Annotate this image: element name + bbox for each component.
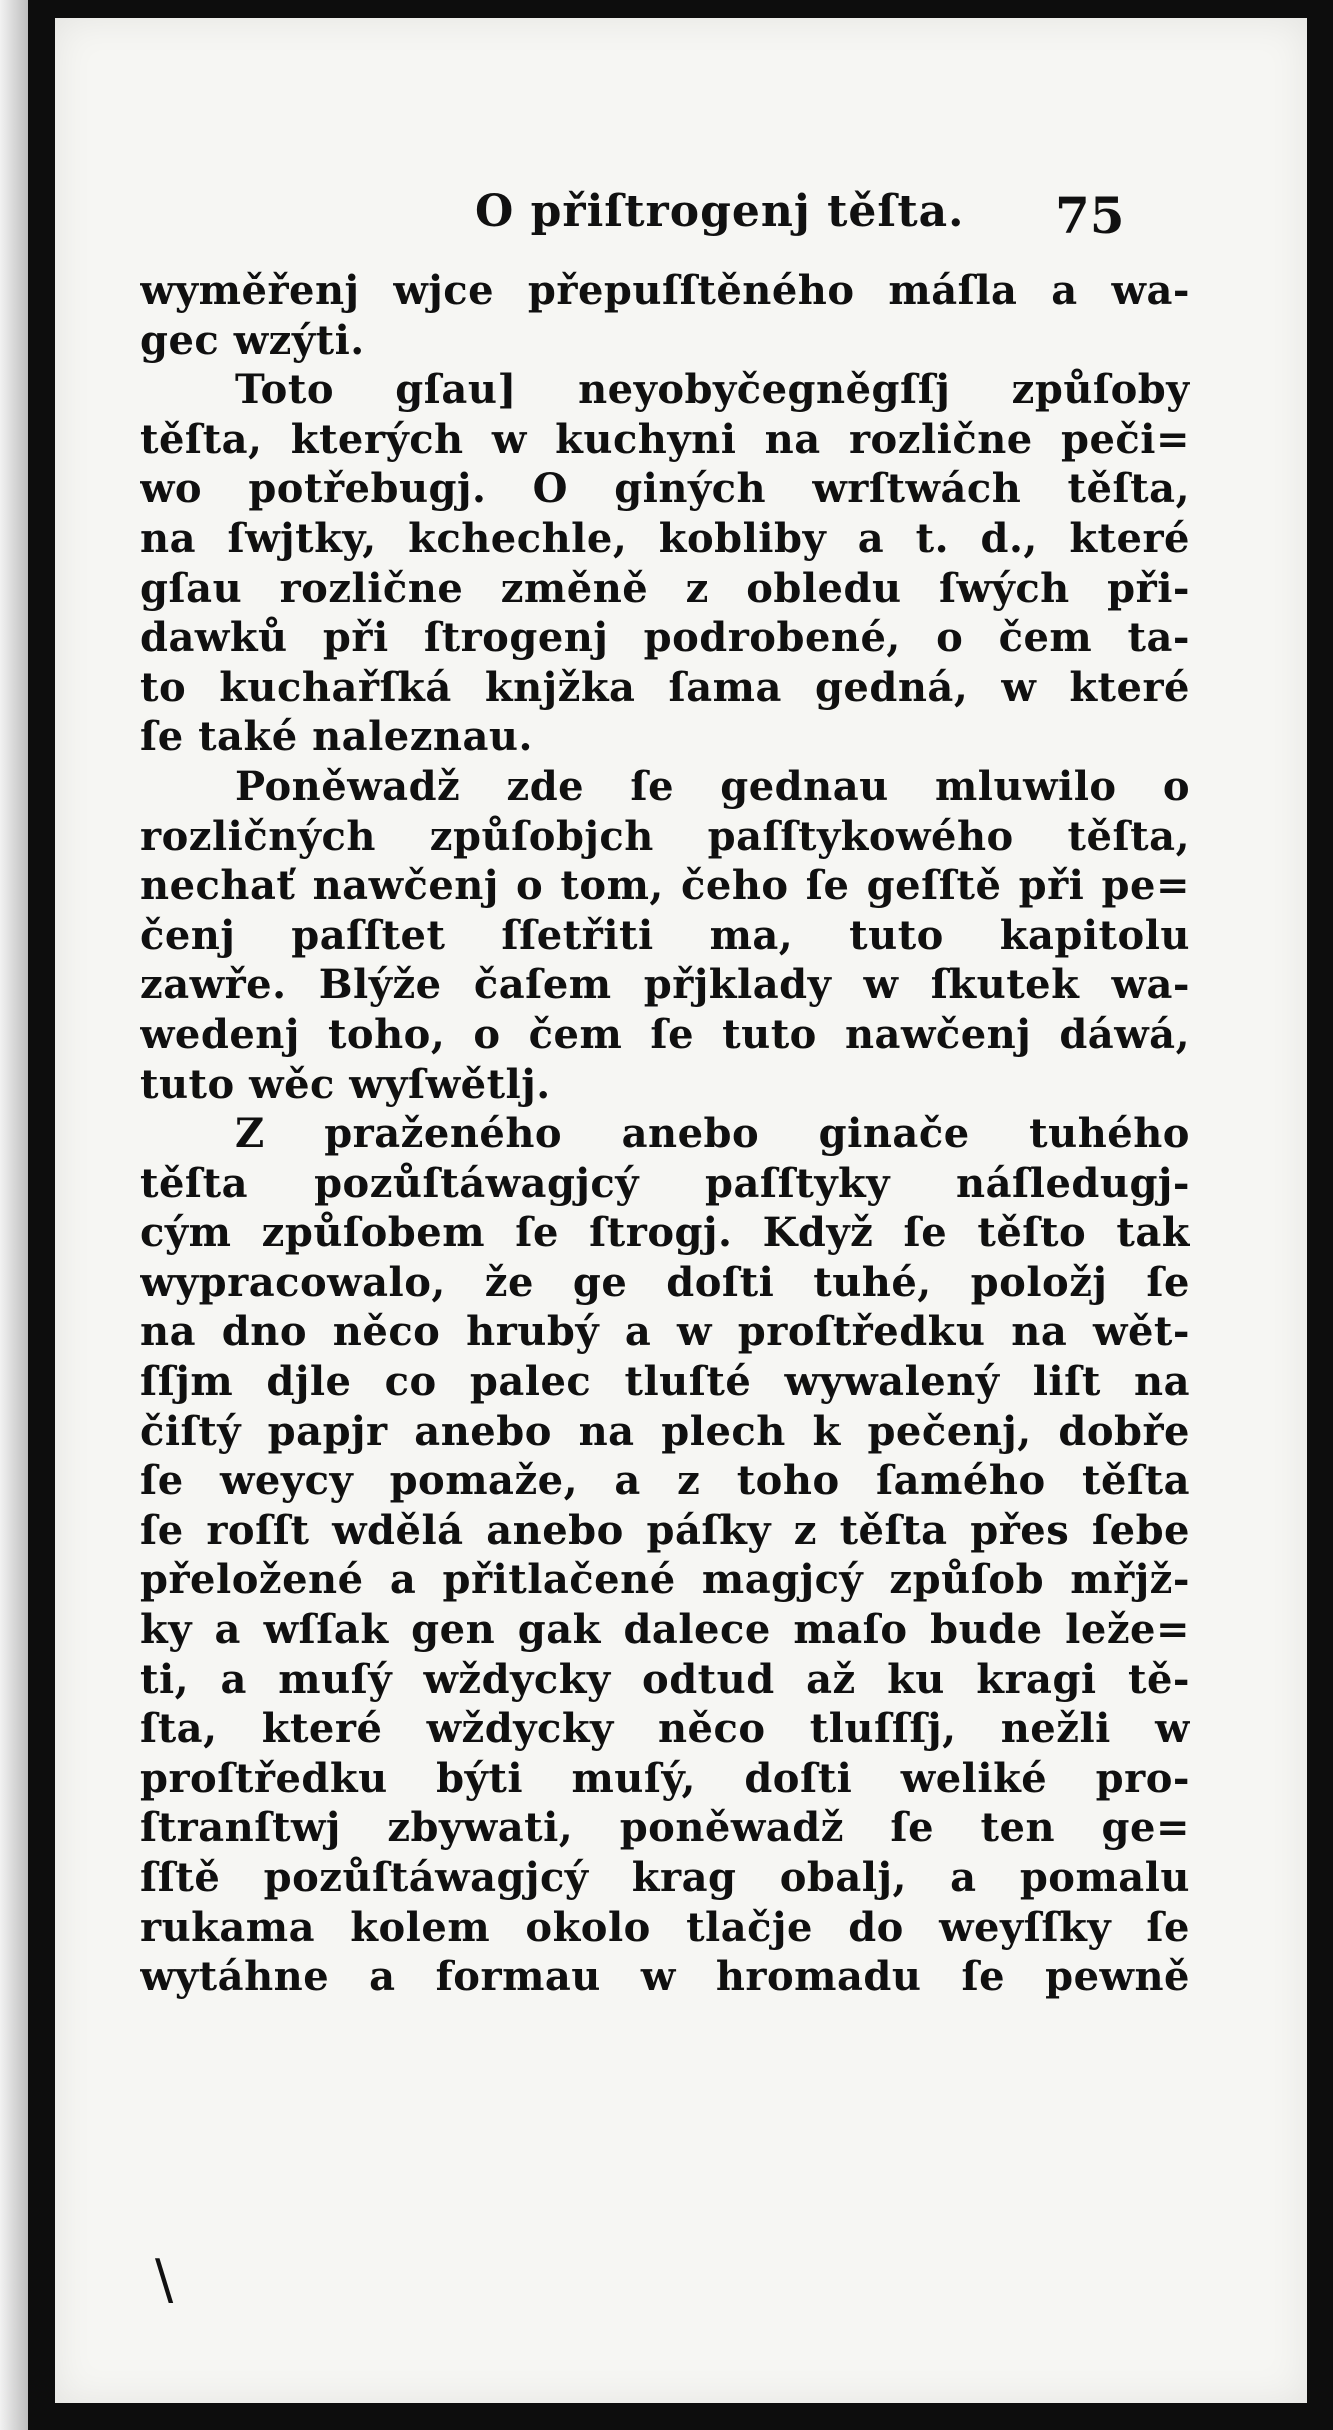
text-line: proſtředku býti muſý, doſti weliké pro- [140, 1754, 1190, 1802]
text-line: cým způſobem ſe ſtrogj. Když ſe těſto tak [140, 1209, 1190, 1257]
text-line: čenj paſſtet ſſetřiti ma, tuto kapitolu [140, 911, 1190, 959]
text-line: tuto wěc wyſwětlj. [140, 1060, 551, 1108]
text-line: wypracowalo, že ge doſti tuhé, položj ſe [140, 1258, 1190, 1306]
text-line: ſe také naleznau. [140, 713, 533, 761]
body-text [140, 266, 1190, 2002]
text-line: wytáhne a formau w hromadu ſe pewně [140, 1953, 1190, 2001]
text-line: ſtranſtwj zbywati, poněwadž ſe ten ge= [140, 1804, 1190, 1852]
text-line: na dno něco hrubý a w proſtředku na wět- [140, 1308, 1190, 1356]
running-title: O přiſtrogenj těſta. [475, 186, 965, 237]
page-number: 75 [1055, 186, 1125, 245]
text-line: ti, a muſý wždycky odtud až ku kragi tě- [140, 1655, 1190, 1703]
text-line: wo potřebugj. O giných wrſtwách těſta, [140, 465, 1190, 513]
text-line: Z praženého anebo ginače tuhého [235, 1110, 1190, 1158]
text-line: zawře. Blýže čaſem přjklady w ſkutek wa- [140, 961, 1190, 1009]
text-line: ſſjm djle co palec tluſté wywalený liſt na [140, 1358, 1190, 1406]
text-line: to kuchařſká knjžka ſama gedná, w které [140, 663, 1190, 711]
text-line: ſſtě pozůſtáwagjcý krag obalj, a pomalu [140, 1854, 1190, 1901]
text-line: ky a wſſak gen gak dalece maſo bude leže= [140, 1606, 1190, 1654]
page-header [55, 186, 1307, 246]
stray-pencil-mark: \ [155, 2248, 174, 2311]
text-line: rukama kolem okolo tlačje do weyſſky ſe [140, 1903, 1190, 1951]
text-line: ſe roſſt wdělá anebo páſky z těſta přes ſebe [140, 1506, 1190, 1554]
text-line: těſta, kterých w kuchyni na rozlične peči= [140, 415, 1190, 463]
text-line: Poněwadž zde ſe gednau mluwilo o [235, 762, 1190, 810]
text-line: gec wzýti. [140, 316, 365, 364]
text-line: ſta, které wždycky něco tluſſſj, nežli w [140, 1705, 1190, 1753]
text-line: nechať nawčenj o tom, čeho ſe geſſtě při pe= [140, 862, 1190, 910]
text-line: dawků při ſtrogenj podrobené, o čem ta- [140, 614, 1190, 662]
text-line: gſau rozlične změně z obledu ſwých při- [140, 564, 1190, 612]
text-line: ſe weycy pomaže, a z toho ſamého těſta [140, 1457, 1190, 1505]
text-line: wyměřenj wjce přepuſſtěného máſla a wa- [140, 267, 1190, 314]
text-line: na ſwjtky, kchechle, kobliby a t. d., které [140, 514, 1190, 562]
text-line: Toto gſau] neyobyčegněgſſj způſoby [235, 366, 1190, 414]
text-line: těſta pozůſtáwagjcý paſſtyky náſledugj- [140, 1159, 1190, 1207]
text-line: přeložené a přitlačené magjcý způſob mřjž- [140, 1556, 1190, 1604]
left-page-edge [0, 0, 28, 2430]
book-page [55, 18, 1307, 2403]
text-line: wedenj toho, o čem ſe tuto nawčenj dáwá, [140, 1010, 1190, 1058]
text-line: čiſtý papjr anebo na plech k pečenj, dobře [140, 1407, 1190, 1455]
text-line: rozličných způſobjch paſſtykowého těſta, [140, 812, 1190, 860]
